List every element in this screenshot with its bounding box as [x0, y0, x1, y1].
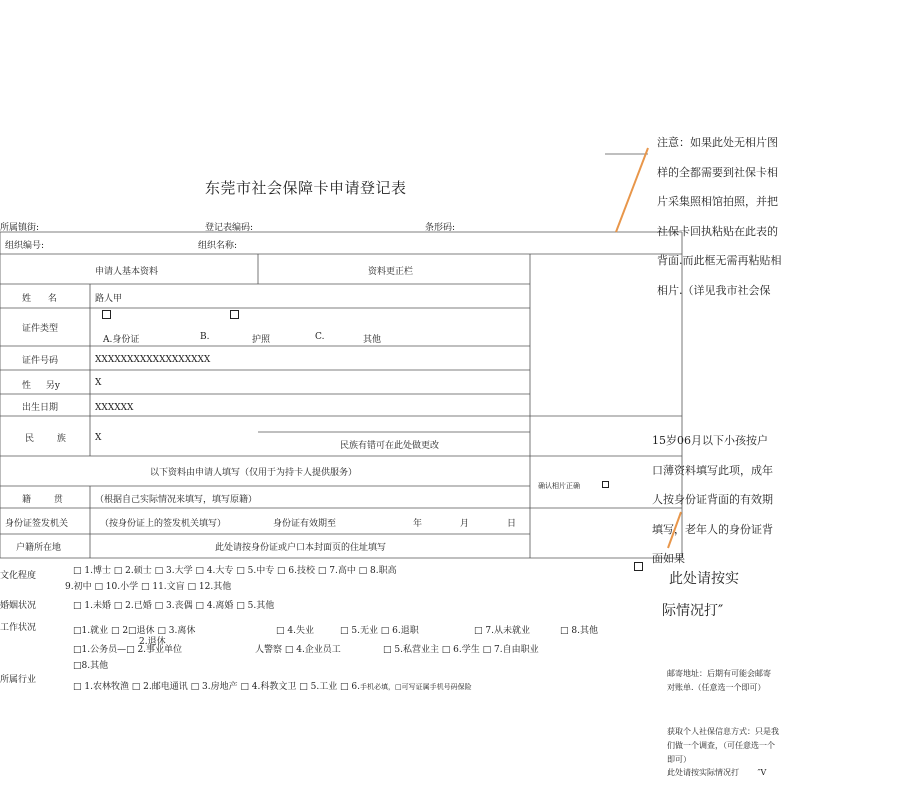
last-note-text: 此处请按实际情况打: [667, 768, 739, 777]
birth-label: 出生日期: [22, 403, 59, 413]
checkbox-id-card[interactable]: [102, 310, 111, 319]
ethnic-note: 民族有错可在此处做更改: [340, 441, 440, 451]
id-type-label: 证件类型: [22, 324, 59, 334]
id-type-c: C.: [315, 332, 325, 342]
basic-info-heading: 申请人基本资料: [95, 267, 159, 277]
validity-label: 身份证有效期至: [273, 519, 337, 529]
last-note: [667, 767, 766, 778]
marital-label: 婚姻状况: [0, 601, 37, 611]
education-label: 文化程度: [0, 571, 37, 581]
last-note-mark: ″V: [757, 768, 767, 777]
work-label: 工作状况: [0, 623, 37, 633]
town-label: 所属镇街:: [0, 223, 40, 233]
native-value[interactable]: （根据自己实际情况来填写，填写原籍）: [95, 495, 258, 505]
education-options-1[interactable]: □ 1.博士 □ 2.硕士 □ 3.大学 □ 4.大专 □ 5.中专 □ 6.技校 □ 7.高中 □ 8.职高: [73, 566, 397, 576]
work-options-1d[interactable]: □ 7.从未就业: [474, 626, 530, 636]
industry-small-text: 手机必填，□可写证属手机号码保险: [360, 683, 472, 691]
checkbox-stray[interactable]: [634, 562, 643, 571]
age-note: 15岁06月以下小孩按户口薄资料填写此项，成年人按身份证背面的有效期填写，老年人的身份证背面如果: [652, 434, 773, 565]
issuer-label: 身份证签发机关: [5, 519, 69, 529]
work-options-1a[interactable]: □1.就业 □ 2□退休 □ 3.离休: [73, 626, 196, 636]
id-type-c-text: 其他: [363, 335, 382, 345]
name-value[interactable]: 路人甲: [95, 294, 123, 304]
issuer-value[interactable]: （按身份证上的签发机关填写）: [100, 519, 227, 529]
industry-options[interactable]: [73, 679, 472, 692]
household-label: 户籍所在地: [16, 543, 62, 553]
photo-note: 注意：如果此处无相片图样的全都需要到社保卡相片采集照相馆拍照，并把社保卡回执粘贴在此表的背面.而此框无需再粘贴相相片.（详见我市社会保: [657, 136, 782, 297]
industry-options-text: □ 1.农林牧渔 □ 2.邮电通讯 □ 3.房地产 □ 4.科教文卫 □ 5.工业 □ 6.: [73, 682, 361, 692]
org-no-label: 组织编号:: [5, 241, 45, 251]
pointer-stroke-top: [616, 148, 648, 232]
birth-value[interactable]: XXXXXX: [95, 403, 134, 413]
checkbox-passport[interactable]: [230, 310, 239, 319]
work-options-2a[interactable]: □1.公务员—□ 2.事业单位: [73, 645, 183, 655]
validity-day: 日: [507, 519, 517, 529]
validity-year: 年: [413, 519, 423, 529]
id-no-value[interactable]: XXXXXXXXXXXXXXXXXX: [95, 355, 211, 365]
photo-confirm: [538, 481, 609, 491]
ethnic-value[interactable]: X: [95, 433, 102, 443]
id-type-a: A.身份证: [103, 335, 140, 345]
native-label: 籍 贯: [22, 495, 63, 505]
work-options-2c[interactable]: □ 5.私营业主 □ 6.学生 □ 7.自由职业: [383, 645, 539, 655]
survey-note: 获取个人社保信息方式：只是我们做一个调查，（可任意选一个即可）: [667, 727, 779, 764]
mail-note: 邮寄地址：后期有可能会邮寄对账单.（任意选一个即可）: [667, 669, 771, 692]
education-options-2[interactable]: 9.初中 □ 10.小学 □ 11.文盲 □ 12.其他: [65, 582, 232, 592]
gender-label: 性 另y: [22, 381, 60, 391]
fill-note-2: 际情况打″: [662, 603, 724, 619]
correction-heading: 资料更正栏: [368, 267, 414, 277]
optional-heading: 以下资料由申请人填写（仅用于为持卡人提供服务）: [150, 468, 358, 478]
validity-month: 月: [460, 519, 470, 529]
id-type-b-text: 护照: [252, 335, 271, 345]
marital-options[interactable]: □ 1.未婚 □ 2.已婚 □ 3.丧偶 □ 4.离婚 □ 5.其他: [73, 601, 275, 611]
work-options-1c[interactable]: □ 5.无业 □ 6.退职: [340, 626, 419, 636]
id-type-b: B.: [200, 332, 210, 342]
checkbox-photo-confirm[interactable]: [602, 481, 609, 488]
ethnic-label: 民 族: [25, 434, 66, 444]
household-value[interactable]: 此处请按身份证或户口本封面页的住址填写: [215, 543, 387, 553]
photo-confirm-label: 确认相片正确: [538, 482, 580, 490]
reg-no-label: 登记表编码:: [205, 223, 254, 233]
barcode-label: 条形码:: [425, 223, 456, 233]
org-name-label: 组织名称:: [198, 241, 238, 251]
gender-value[interactable]: X: [95, 378, 102, 388]
work-overlap-text: 2.退休: [139, 637, 166, 647]
work-options-3[interactable]: □8.其他: [73, 661, 109, 671]
id-no-label: 证件号码: [22, 356, 59, 366]
work-options-1e[interactable]: □ 8.其他: [560, 626, 598, 636]
work-options-2b[interactable]: 人警察 □ 4.企业员工: [255, 645, 341, 655]
work-options-1b[interactable]: □ 4.失业: [276, 626, 314, 636]
name-label: 姓 名: [22, 294, 57, 304]
industry-label: 所属行业: [0, 675, 37, 685]
fill-note-1: 此处请按实: [669, 571, 739, 587]
page-title: 东莞市社会保障卡申请登记表: [205, 179, 407, 197]
